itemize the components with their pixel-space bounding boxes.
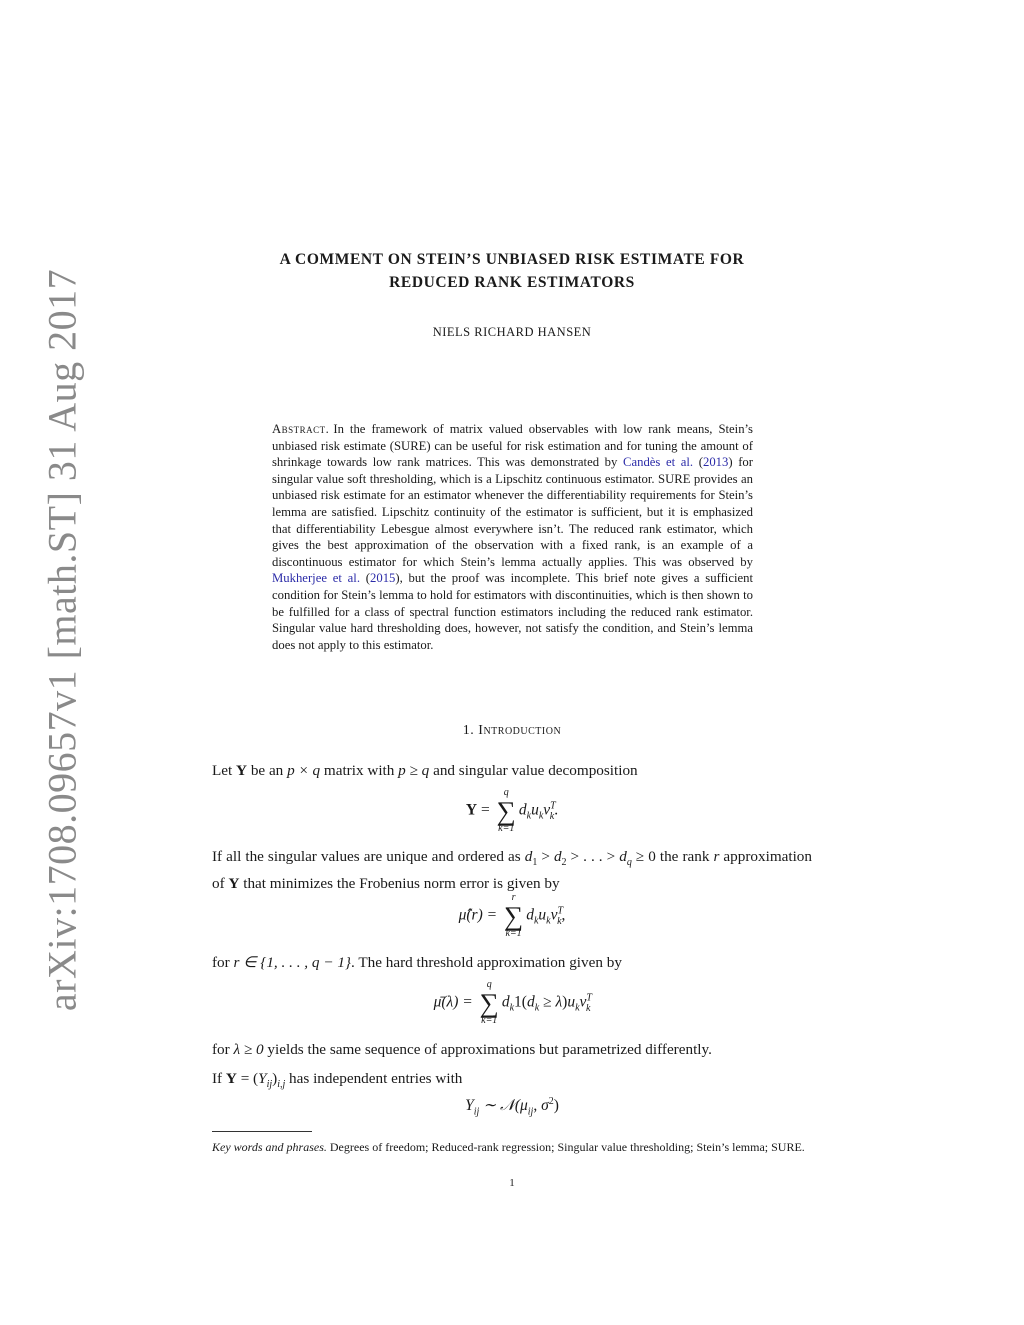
citation-candes[interactable]: Candès et al.	[623, 455, 694, 470]
equation-hard-threshold: μ̄(λ) = q ∑ k=1 $d_k1(d_k \ge \lambda)u_kv^T_k$	[433, 979, 592, 1026]
abstract-text-4: (	[360, 571, 370, 586]
title-line-2: REDUCED RANK ESTIMATORS	[389, 274, 635, 291]
section-title: Introduction	[478, 723, 562, 738]
eq1-lhs: Y	[465, 801, 478, 819]
paragraph-5: If $Y = (Y_{ij})_{i,j}$ has independent entries with	[212, 1070, 463, 1091]
footnote	[212, 1139, 812, 1156]
text: = (	[236, 1070, 259, 1087]
paragraph-3	[212, 952, 812, 973]
footnote-rule	[212, 1131, 312, 1132]
abstract-label: Abstract.	[272, 422, 330, 436]
text: . The hard threshold approximation given by	[351, 954, 622, 971]
footnote-label: Key words and phrases.	[212, 1140, 327, 1154]
text: If all the singular values are unique and ordered as	[212, 848, 525, 865]
math-r-in-set: r ∈ {1, . . . , q − 1}	[233, 954, 351, 971]
sum-symbol: q ∑ k=1	[479, 979, 499, 1026]
eq2-lhs: μ̂(r) =	[458, 906, 498, 924]
text: be an	[247, 762, 288, 779]
text: yields the same sequence of approximations but parametrized differently.	[263, 1041, 712, 1058]
math-lambda-geq-0: λ ≥ 0	[233, 1041, 264, 1058]
abstract-text-1: In the framework of matrix valued observables with low rank means, Stein’s unbiased risk estimate (SURE) can be useful for risk estimation and for tuning the amount of shrinkage towards low rank matrices. This was demonstrated by	[272, 422, 753, 470]
text: for	[212, 1041, 234, 1058]
math-d: d	[524, 848, 533, 865]
math-r: r	[713, 848, 720, 865]
paragraph-2: If all the singular values are unique and ordered as $d_1 > d_2$ > . . . > $d_q \ge 0$ the rank r approximation of Y that minimizes the Frobenius norm error is given by	[212, 848, 812, 893]
sum-symbol: r ∑ k=1	[503, 892, 524, 939]
text: for	[212, 954, 234, 971]
paragraph-1	[212, 760, 812, 781]
sum-symbol: q ∑ k=1	[496, 787, 516, 834]
footnote-text: Degrees of freedom; Reduced-rank regression; Singular value thresholding; Stein’s lemma; SURE.	[326, 1140, 805, 1154]
citation-mukherjee-year[interactable]: 2015	[370, 571, 396, 586]
text: that minimizes the Frobenius norm error is given by	[239, 875, 560, 893]
paragraph-4	[212, 1039, 812, 1060]
page-number: 1	[509, 1177, 515, 1189]
citation-mukherjee[interactable]: Mukherjee et al.	[272, 571, 360, 586]
paper-title	[200, 248, 824, 294]
abstract-text-3: ) for singular value soft thresholding, which is a Lipschitz continuous estimator. SURE provides an unbiased risk estimate for an estimator whenever the differentiability requirements for Stein’s lemma are satisfied. Lipschitz continuity of the estimator is sufficient, but it is emphasized that differentiability Lebesgue almost everywhere isn’t. The reduced rank estimator, which gives the best approximation of the observation with a fixed rank, is an example of a discontinuous estimator for which Stein’s lemma actually applies. This was observed by	[272, 455, 753, 569]
text: the rank	[655, 848, 714, 865]
equation-normal: $Y_{ij}$ ∼ $𝒩(\mu_{ij}$, $\sigma^2$)	[465, 1096, 559, 1118]
author-name: NIELS RICHARD HANSEN	[432, 325, 592, 339]
abstract-text-2: (	[693, 455, 703, 470]
text: If	[212, 1070, 226, 1087]
eq1-rhs: d	[518, 801, 527, 819]
text: )	[272, 1070, 278, 1087]
text: matrix with	[320, 762, 399, 779]
math-Y: Y	[228, 875, 240, 893]
abstract	[272, 421, 753, 653]
title-line-1: A COMMENT ON STEIN’S UNBIASED RISK ESTIMATE FOR	[279, 251, 745, 268]
eq4-rhs: ∼ 𝒩(μ	[483, 1097, 528, 1115]
section-heading	[200, 723, 824, 739]
abstract-text-5: ), but the proof was incomplete. This brief note gives a sufficient condition for Stein’s lemma to hold for estimators with discontinuities, which is then shown to be fulfilled for a class of spectral function estimators including the reduced rank estimator. Singular value hard thresholding does, however, not satisfy the condition, and Stein’s lemma does not apply to this estimator.	[272, 571, 753, 652]
math-p-geq-q: p ≥ q	[398, 762, 430, 779]
equation-rank-approx: μ̂(r) = r ∑ k=1 $d_ku_kv^T_k$,	[458, 892, 566, 939]
text: has independent entries with	[285, 1070, 463, 1087]
math-p-times-q: p × q	[287, 762, 321, 779]
equation-svd: Y = q ∑ k=1 $d_ku_kv^T_k$.	[465, 787, 559, 834]
math-Y: Y	[225, 1070, 237, 1087]
section-number: 1.	[462, 723, 475, 738]
text: approximation of	[212, 848, 812, 893]
math-Y: Y	[236, 762, 248, 779]
arxiv-stamp: arXiv:1708.09657v1 [math.ST] 31 Aug 2017	[39, 268, 85, 1012]
text: and singular value decomposition	[429, 762, 638, 779]
text: Let	[212, 762, 237, 779]
eq3-lhs: μ̄(λ) =	[433, 993, 473, 1011]
citation-candes-year[interactable]: 2013	[702, 455, 729, 470]
